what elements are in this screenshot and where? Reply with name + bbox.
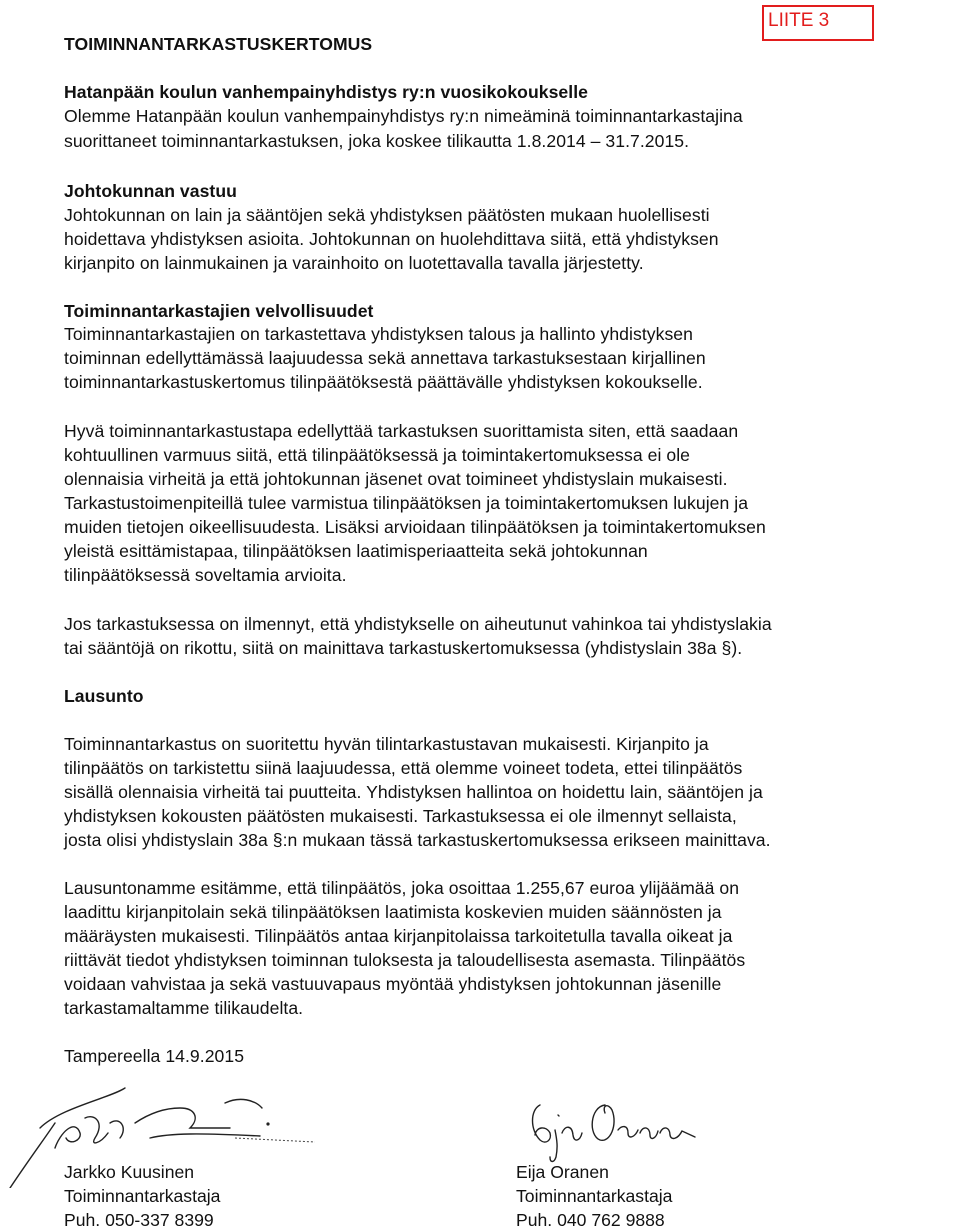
recipient-line: Hatanpään koulun vanhempainyhdistys ry:n vuosikokoukselle — [64, 82, 588, 102]
paragraph-line: sisällä olennaisia virheitä tai puutteita. Yhdistyksen hallintoa on hoidettu lain, sääntöjen ja — [64, 782, 763, 802]
paragraph-line: laadittu kirjanpitolain sekä tilinpäätöksen laatimista koskevien muiden säännösten ja — [64, 902, 722, 922]
paragraph-line: voidaan vahvistaa ja sekä vastuuvapaus myöntää yhdistyksen johtokunnan jäsenille — [64, 974, 722, 994]
paragraph-line: yhdistyksen kokousten päätösten mukaisesti. Tarkastuksessa ei ole ilmennyt sellaista, — [64, 806, 737, 826]
paragraph-line: kirjanpito on lainmukainen ja varainhoito on luotettavalla tavalla järjestetty. — [64, 253, 644, 273]
signer-role: Toiminnantarkastaja — [516, 1186, 673, 1206]
paragraph-line: toiminnantarkastuskertomus tilinpäätöksestä päättävälle yhdistyksen kokoukselle. — [64, 372, 703, 392]
paragraph-line: olennaisia virheitä ja että johtokunnan jäsenet ovat toimineet yhdistyslain mukaisesti. — [64, 469, 728, 489]
paragraph-line: Toiminnantarkastus on suoritettu hyvän tilintarkastustavan mukaisesti. Kirjanpito ja — [64, 734, 709, 754]
paragraph-line: tilinpäätös on tarkistettu siinä laajuudessa, että olemme voineet todeta, ettei tilinpäätös — [64, 758, 743, 778]
paragraph-line: kohtuullinen varmuus siitä, että tilinpäätöksessä ja toimintakertomuksessa ei ole — [64, 445, 691, 465]
paragraph-line: josta olisi yhdistyslain 38a §:n mukaan tässä tarkastuskertomuksessa erikseen mainittava. — [64, 830, 771, 850]
section-heading-board-responsibility: Johtokunnan vastuu — [64, 181, 237, 201]
paragraph-line: muiden tietojen oikeellisuudesta. Lisäksi arvioidaan tilinpäätöksen ja toimintakertomuksen — [64, 517, 766, 537]
attachment-badge: LIITE 3 — [762, 5, 874, 41]
signature-eija-oranen — [510, 1085, 730, 1165]
place-date: Tampereella 14.9.2015 — [64, 1046, 245, 1066]
signer-name: Eija Oranen — [516, 1162, 609, 1182]
document-title: TOIMINNANTARKASTUSKERTOMUS — [64, 34, 373, 54]
paragraph-line: tilinpäätöksessä soveltamia arvioita. — [64, 565, 347, 585]
section-heading-auditor-duties: Toiminnantarkastajien velvollisuudet — [64, 301, 374, 321]
paragraph-line: Johtokunnan on lain ja sääntöjen sekä yhdistyksen päätösten mukaan huolellisesti — [64, 205, 710, 225]
paragraph-line: hoidettava yhdistyksen asioita. Johtokunnan on huolehdittava siitä, että yhdistyksen — [64, 229, 719, 249]
paragraph-line: Hyvä toiminnantarkastustapa edellyttää tarkastuksen suorittamista siten, että saadaan — [64, 421, 739, 441]
signer-phone: Puh. 050-337 8399 — [64, 1210, 214, 1230]
paragraph-line: Toiminnantarkastajien on tarkastettava yhdistyksen talous ja hallinto yhdistyksen — [64, 324, 693, 344]
paragraph-line: toiminnan edellyttämässä laajuudessa sekä annettava tarkastuksestaan kirjallinen — [64, 348, 706, 368]
signer-role: Toiminnantarkastaja — [64, 1186, 221, 1206]
paragraph-line: tai sääntöjä on rikottu, siitä on mainittava tarkastuskertomuksessa (yhdistyslain 38a §). — [64, 638, 743, 658]
paragraph-line: tarkastamaltamme tilikaudelta. — [64, 998, 304, 1018]
paragraph-line: riittävät tiedot yhdistyksen toiminnan tuloksesta ja taloudellisesta asemasta. Tilinpäätös — [64, 950, 746, 970]
paragraph-line: Jos tarkastuksessa on ilmennyt, että yhdistykselle on aiheutunut vahinkoa tai yhdistyslakia — [64, 614, 772, 634]
paragraph-line: Tarkastustoimenpiteillä tulee varmistua tilinpäätöksen ja toimintakertomuksen lukujen ja — [64, 493, 749, 513]
paragraph-line: yleistä esittämistapaa, tilinpäätöksen laatimisperiaatteita sekä johtokunnan — [64, 541, 648, 561]
intro-line: Olemme Hatanpään koulun vanhempainyhdistys ry:n nimeäminä toiminnantarkastajina — [64, 106, 743, 126]
paragraph-line: määräysten mukaisesti. Tilinpäätös antaa kirjanpitolaissa tarkoitetulla tavalla oikeat ja — [64, 926, 733, 946]
section-heading-statement: Lausunto — [64, 686, 144, 706]
paragraph-line: Lausuntonamme esitämme, että tilinpäätös, joka osoittaa 1.255,67 euroa ylijäämää on — [64, 878, 740, 898]
intro-line: suorittaneet toiminnantarkastuksen, joka koskee tilikautta 1.8.2014 – 31.7.2015. — [64, 131, 690, 151]
signer-name: Jarkko Kuusinen — [64, 1162, 195, 1182]
signer-phone: Puh. 040 762 9888 — [516, 1210, 665, 1230]
